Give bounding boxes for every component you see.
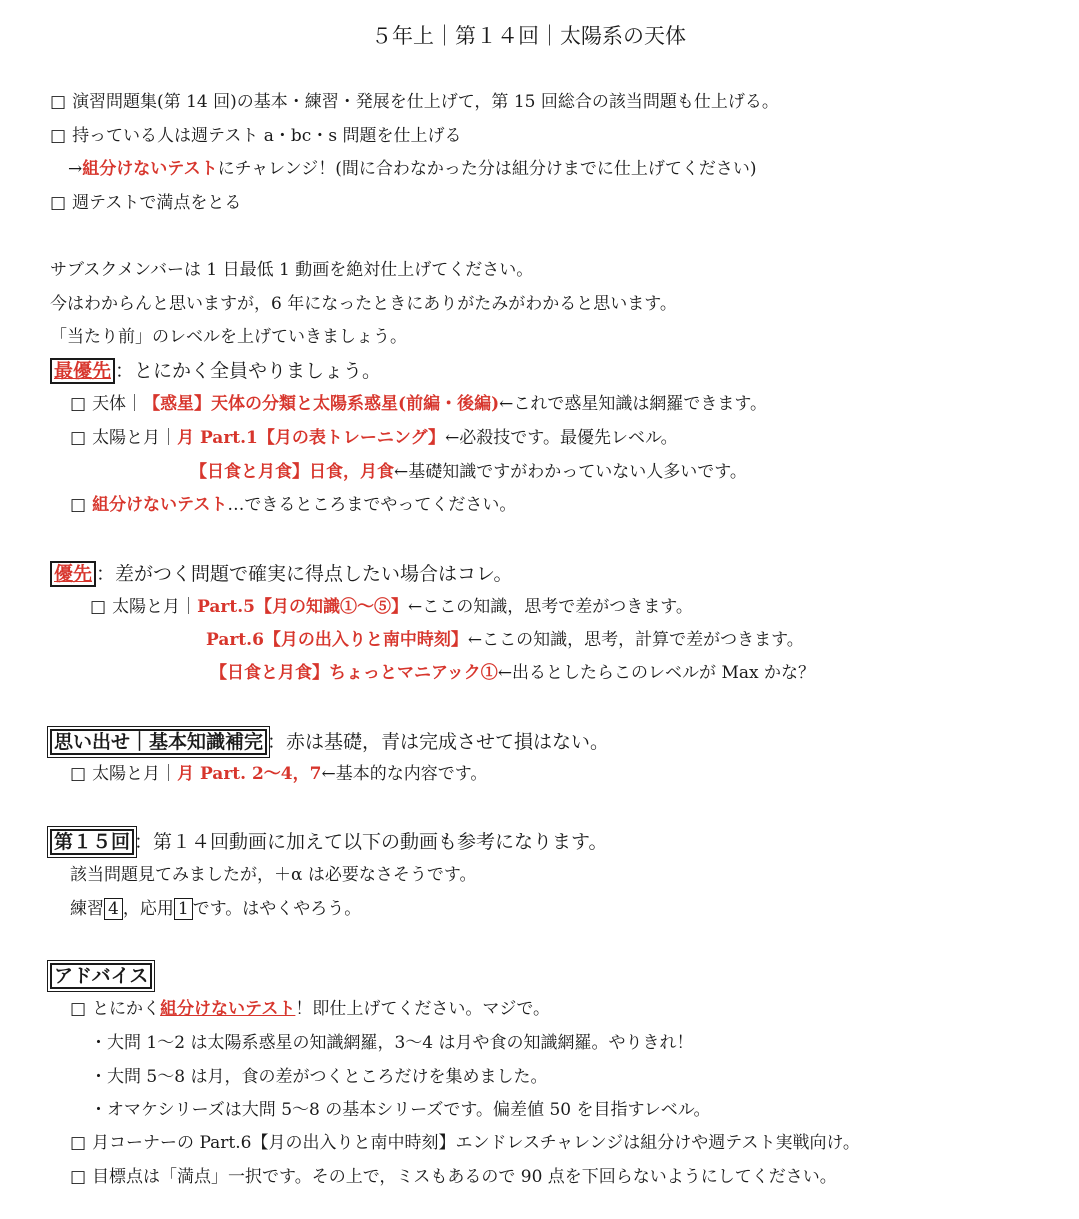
checkbox[interactable]: □: [70, 764, 87, 784]
section-desc: ：とにかく全員やりましょう。: [115, 360, 382, 382]
section-tag: アドバイス: [50, 963, 152, 989]
item-note: …できるところまでやってください。: [227, 495, 517, 515]
section-review-header: [50, 729, 609, 755]
page-title: ５年上｜第１４回｜太陽系の天体: [371, 24, 686, 48]
bullet-item: ・大問 5～8 は月，食の差がつくところだけを集めました。: [90, 1067, 548, 1087]
item-note: ←これで惑星知識は網羅できます。: [499, 394, 768, 414]
item-prefix: とにかく: [92, 999, 161, 1019]
round15-line-2: [70, 897, 361, 921]
highlight-text: Part.6【月の出入りと南中時刻】: [206, 630, 468, 650]
checkbox[interactable]: □: [70, 394, 87, 414]
task-item-3: [50, 191, 241, 215]
highlight-text: 組分けないテスト: [92, 495, 228, 515]
item-text: 目標点は「満点」一択です。その上で，ミスもあるので 90 点を下回らないようにしてください。: [92, 1167, 837, 1187]
arrow: →: [68, 159, 83, 179]
task-item-2: [50, 124, 461, 148]
list-item: [70, 762, 487, 786]
checkbox[interactable]: □: [70, 1133, 87, 1153]
list-item-continued: [206, 628, 804, 652]
item-note: ←基本的な内容です。: [321, 764, 488, 784]
intro-line-1: サブスクメンバーは 1 日最低 1 動画を絶対仕上げてください。: [50, 260, 534, 280]
section-tag: 最優先: [50, 358, 115, 384]
highlight-text: 月 Part.1【月の表トレーニング】: [177, 428, 446, 448]
round15-line-1: 該当問題見てみましたが，＋α は必要なさそうです。: [70, 865, 477, 885]
task-text: にチャレンジ！(間に合わなかった分は組分けまでに仕上げてください): [217, 159, 757, 179]
boxed-number: 4: [104, 898, 123, 920]
checkbox[interactable]: □: [50, 92, 67, 112]
section-priority-header: [50, 561, 513, 587]
list-item: [70, 1165, 837, 1189]
checkbox[interactable]: □: [70, 428, 87, 448]
bullet-item: ・大問 1～2 は太陽系惑星の知識網羅，3～4 は月や食の知識網羅。やりきれ！: [90, 1033, 694, 1053]
task-item-1: [50, 90, 779, 114]
text: 練習: [70, 899, 104, 919]
boxed-number: 1: [174, 898, 193, 920]
list-item: [90, 595, 693, 619]
item-prefix: 太陽と月｜: [112, 597, 198, 617]
highlight-text: 【惑星】天体の分類と太陽系惑星(前編・後編): [143, 394, 500, 414]
section-desc: ：差がつく問題で確実に得点したい場合はコレ。: [96, 563, 513, 585]
task-item-2-sub: [68, 157, 756, 181]
checkbox[interactable]: □: [70, 999, 87, 1019]
task-text: 演習問題集(第 14 回)の基本・練習・発展を仕上げて，第 15 回総合の該当問題も仕上げる。: [72, 92, 779, 112]
intro-line-3: 「当たり前」のレベルを上げていきましょう。: [50, 327, 407, 347]
highlight-text: 組分けないテスト: [160, 999, 296, 1019]
section-advice-header: [50, 963, 152, 989]
item-note: ←ここの知識，思考，計算で差がつきます。: [467, 630, 804, 650]
checkbox[interactable]: □: [90, 597, 107, 617]
checkbox[interactable]: □: [50, 126, 67, 146]
checkbox[interactable]: □: [70, 1167, 87, 1187]
item-note: ←出るとしたらこのレベルが Max かな？: [497, 663, 815, 683]
item-prefix: 太陽と月｜: [92, 428, 178, 448]
checkbox[interactable]: □: [70, 495, 87, 515]
item-note: ←基礎知識ですがわかっていない人多いです。: [394, 462, 747, 482]
list-item: [70, 426, 678, 450]
highlight-text: 【日食と月食】日食，月食: [190, 462, 394, 482]
task-text: 持っている人は週テスト a・bc・s 問題を仕上げる: [72, 126, 462, 146]
section-top-priority-header: [50, 358, 381, 384]
text: です。はやくやろう。: [192, 899, 362, 919]
item-note: ！即仕上げてください。マジで。: [295, 999, 551, 1019]
list-item: [70, 1131, 860, 1155]
list-item-continued: [210, 661, 815, 685]
section-desc: ：第１４回動画に加えて以下の動画も参考になります。: [134, 831, 608, 853]
section-tag: 第１５回: [50, 829, 134, 855]
highlight-text: 組分けないテスト: [82, 159, 218, 179]
item-prefix: 天体｜: [92, 394, 144, 414]
list-item: [70, 493, 516, 517]
list-item-continued: [190, 460, 747, 484]
bullet-item: ・オマケシリーズは大問 5～8 の基本シリーズです。偏差値 50 を目指すレベル。: [90, 1100, 711, 1120]
section-round15-header: [50, 829, 608, 855]
intro-line-2: 今はわからんと思いますが，6 年になったときにありがたみがわかると思います。: [50, 294, 677, 314]
list-item: [70, 997, 550, 1021]
item-prefix: 太陽と月｜: [92, 764, 178, 784]
text: ，応用: [122, 899, 174, 919]
highlight-text: Part.5【月の知識①～⑤】: [197, 597, 408, 617]
checkbox[interactable]: □: [50, 193, 67, 213]
section-desc: ：赤は基礎，青は完成させて損はない。: [267, 731, 610, 753]
list-item: [70, 392, 767, 416]
item-note: ←ここの知識，思考で差がつきます。: [407, 597, 693, 617]
item-text: 月コーナーの Part.6【月の出入りと南中時刻】エンドレスチャレンジは組分けや週テスト実戦向け。: [92, 1133, 860, 1153]
task-text: 週テストで満点をとる: [72, 193, 242, 213]
item-note: ←必殺技です。最優先レベル。: [445, 428, 678, 448]
section-tag: 優先: [50, 561, 96, 587]
section-tag: 思い出せ｜基本知識補完: [50, 729, 267, 755]
highlight-text: 月 Part. 2～4，7: [177, 764, 322, 784]
highlight-text: 【日食と月食】ちょっとマニアック①: [210, 663, 498, 683]
